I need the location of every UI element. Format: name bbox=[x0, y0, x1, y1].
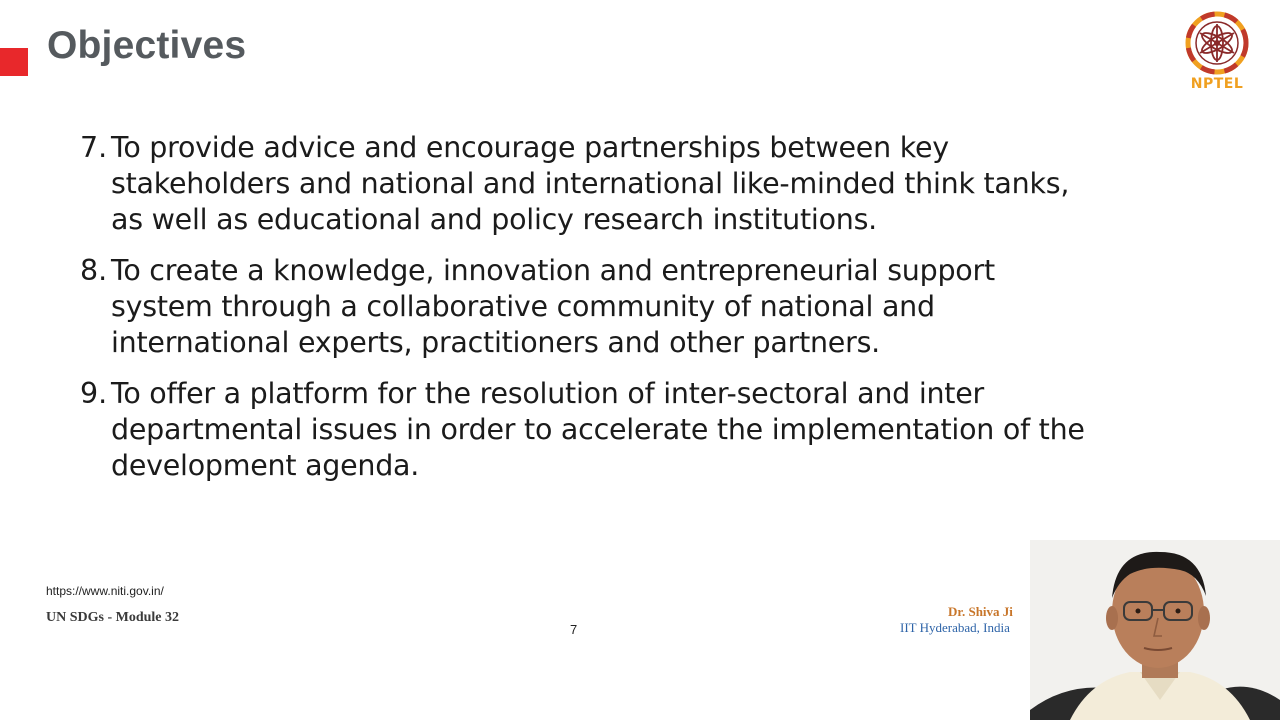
objectives-list bbox=[80, 130, 1100, 499]
nptel-emblem-icon bbox=[1182, 10, 1252, 76]
list-item bbox=[80, 253, 1100, 361]
list-item bbox=[80, 376, 1100, 484]
author-institute: IIT Hyderabad, India bbox=[900, 620, 1010, 635]
source-url[interactable]: https://www.niti.gov.in/ bbox=[46, 584, 164, 598]
objective-number: 8. bbox=[80, 254, 108, 287]
objective-number: 7. bbox=[80, 131, 108, 164]
objective-text: To provide advice and encourage partnerships between key stakeholders and national and international like-minded think tanks, as well as educational and policy research institutions. bbox=[111, 131, 1070, 236]
module-label: UN SDGs - Module 32 bbox=[46, 610, 180, 625]
nptel-logo bbox=[1182, 10, 1252, 96]
objective-text: To offer a platform for the resolution of inter-sectoral and inter departmental issues in order to accelerate the implementation of the development agenda. bbox=[111, 377, 1085, 482]
page-number: 7 bbox=[570, 622, 578, 637]
presenter-video bbox=[1030, 540, 1280, 720]
slide-title: Objectives bbox=[47, 24, 247, 67]
list-item bbox=[80, 130, 1100, 238]
objective-text: To create a knowledge, innovation and entrepreneurial support system through a collaborative community of national and international experts, practitioners and other partners. bbox=[111, 254, 995, 359]
title-accent-square bbox=[0, 48, 28, 76]
objective-number: 9. bbox=[80, 377, 108, 410]
presenter-image bbox=[1030, 540, 1280, 720]
nptel-logo-text: NPTEL bbox=[1190, 76, 1244, 92]
author-name: Dr. Shiva Ji bbox=[948, 604, 1013, 619]
